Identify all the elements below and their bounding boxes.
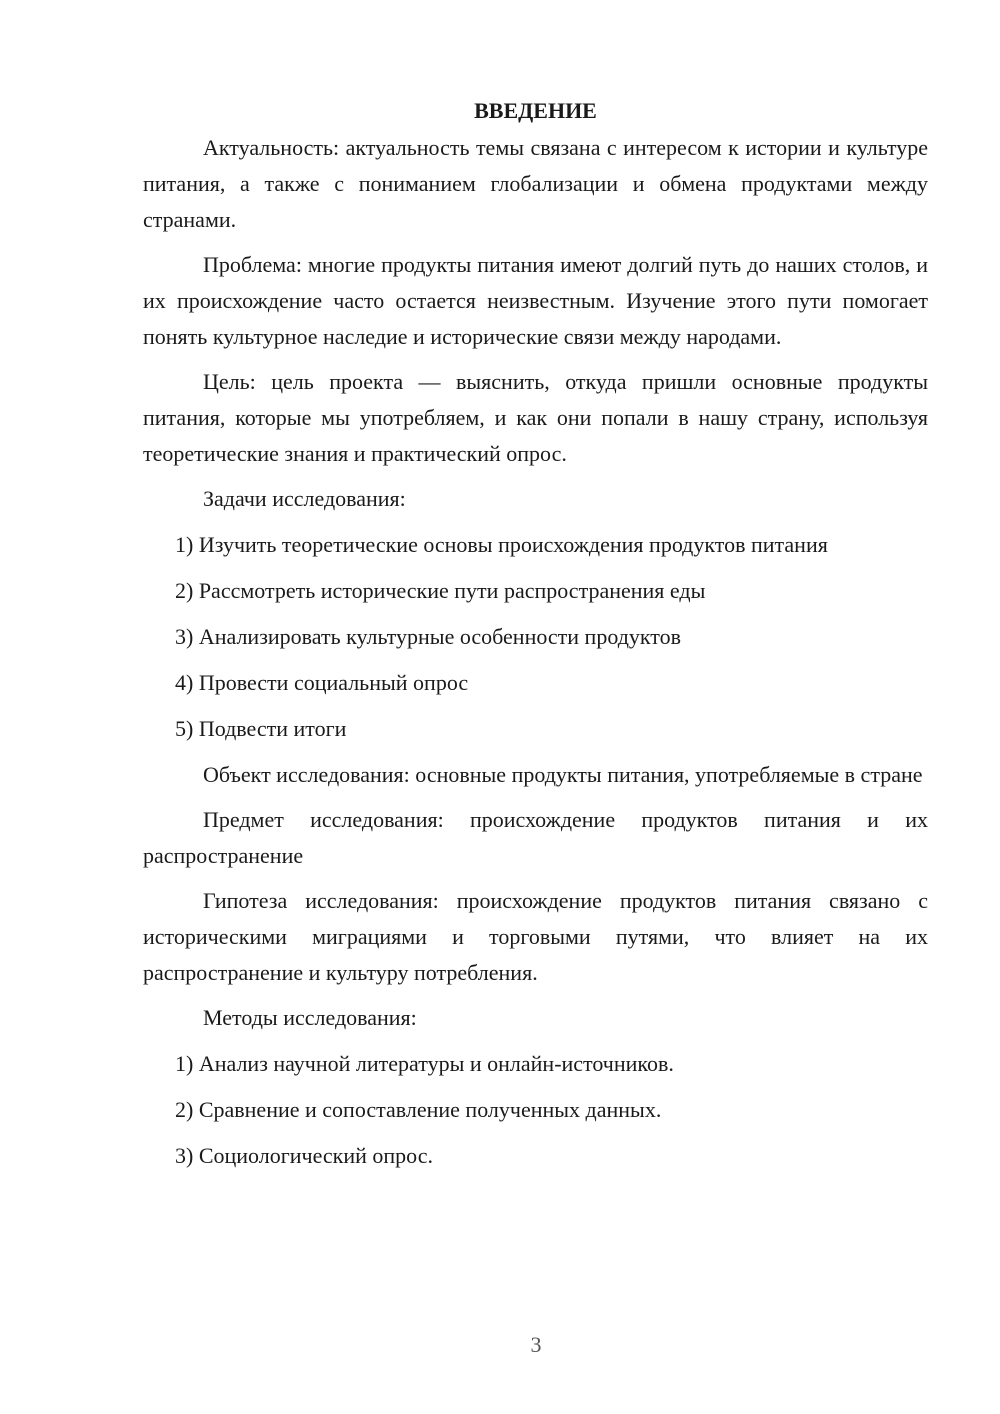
methods-title: Методы исследования: (203, 1005, 417, 1030)
method-item-2: 2) Сравнение и сопоставление полученных данных. (175, 1097, 662, 1122)
section-heading: ВВЕДЕНИЕ (474, 98, 597, 123)
task-item-1: 1) Изучить теоретические основы происхождения продуктов питания (175, 532, 828, 557)
object-paragraph: Объект исследования: основные продукты питания, употребляемые в стране (203, 762, 923, 787)
hypothesis-paragraph: Гипотеза исследования: происхождение продуктов питания связано с историческими миграциями и торговыми путями, что влияет на их распространение и культуру потребления. (143, 888, 928, 985)
task-item-5: 5) Подвести итоги (175, 716, 347, 741)
subject-paragraph: Предмет исследования: происхождение продуктов питания и их распространение (143, 807, 928, 868)
task-item-2: 2) Рассмотреть исторические пути распространения еды (175, 578, 706, 603)
task-item-3: 3) Анализировать культурные особенности продуктов (175, 624, 681, 649)
relevance-paragraph: Актуальность: актуальность темы связана с интересом к истории и культуре питания, а также с пониманием глобализации и обмена продуктами между странами. (143, 135, 928, 232)
goal-paragraph: Цель: цель проекта — выяснить, откуда пришли основные продукты питания, которые мы употребляем, и как они попали в нашу страну, используя теоретические знания и практический опрос. (143, 369, 928, 466)
document-page (143, 92, 928, 1184)
problem-paragraph: Проблема: многие продукты питания имеют долгий путь до наших столов, и их происхождение часто остается неизвестным. Изучение этого пути помогает понять культурное наследие и исторические связи между народами. (143, 252, 928, 349)
page-number: 3 (530, 1332, 542, 1357)
task-item-4: 4) Провести социальный опрос (175, 670, 469, 695)
method-item-3: 3) Социологический опрос. (175, 1143, 433, 1168)
method-item-1: 1) Анализ научной литературы и онлайн-источников. (175, 1051, 674, 1076)
tasks-title: Задачи исследования: (203, 486, 406, 511)
